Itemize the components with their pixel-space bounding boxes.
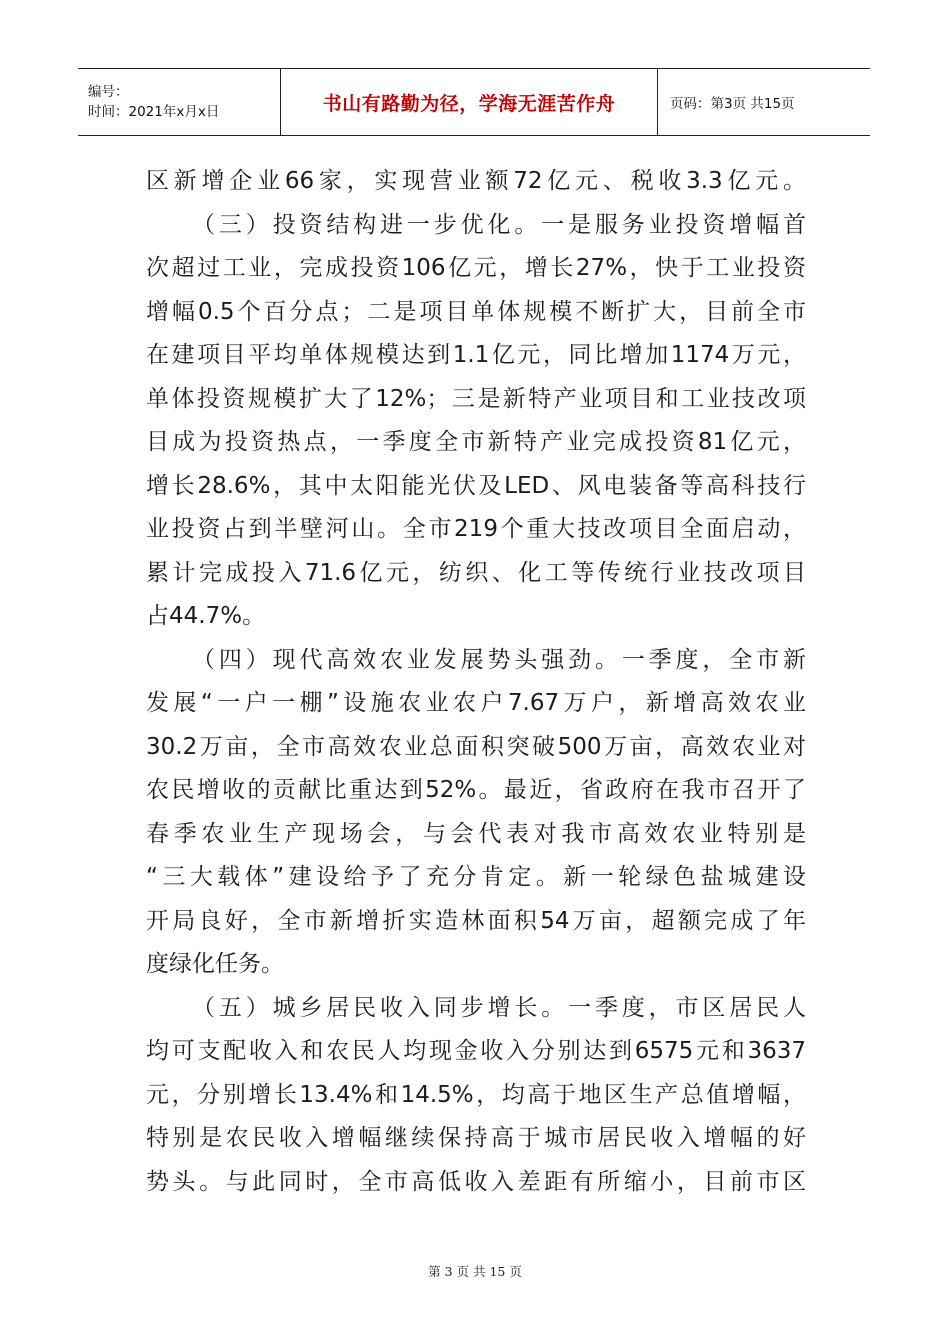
- body-line: 发展“一户一棚”设施农业农户7.67万户，新增高效农业: [146, 690, 806, 716]
- body-line: “三大载体”建设给予了充分肯定。新一轮绿色盐城建设: [146, 864, 806, 890]
- header-motto-cell: [281, 69, 658, 135]
- document-time-label: 时间：2021年x月x日: [88, 104, 220, 120]
- footer-page-number: 第 3 页 共 15 页: [428, 1264, 522, 1279]
- body-line: 区新增企业66家，实现营业额72亿元、税收3.3亿元。: [146, 168, 806, 194]
- body-line: 开局良好，全市新增折实造林面积54万亩，超额完成了年: [146, 907, 806, 934]
- body-line: 均可支配收入和农民人均现金收入分别达到6575元和3637: [146, 1038, 806, 1064]
- body-line: （三）投资结构进一步优化。一是服务业投资增幅首: [192, 211, 806, 238]
- document-body: [146, 160, 806, 1204]
- body-line: 30.2万亩，全市高效农业总面积突破500万亩，高效农业对: [146, 733, 806, 760]
- header-motto: 书山有路勤为径，学海无涯苦作舟: [322, 92, 616, 115]
- document-header: [78, 68, 870, 136]
- body-line: 目成为投资热点，一季度全市新特产业完成投资81亿元，: [146, 429, 806, 455]
- body-line: 在建项目平均单体规模达到1.1亿元，同比增加1174万元，: [146, 342, 806, 368]
- body-line: 特别是农民收入增幅继续保持高于城市居民收入增幅的好: [146, 1125, 806, 1151]
- body-line: 增幅0.5个百分点；二是项目单体规模不断扩大，目前全市: [146, 298, 806, 325]
- page-footer: [0, 1262, 950, 1280]
- body-line: 占44.7%。: [146, 603, 266, 629]
- body-line: 累计完成投入71.6亿元，纺织、化工等传统行业技改项目: [146, 559, 806, 586]
- body-line: 度绿化任务。: [146, 951, 284, 977]
- body-line: 单体投资规模扩大了12%；三是新特产业项目和工业技改项: [146, 385, 806, 412]
- document-number-label: 编号：: [88, 84, 129, 100]
- header-page-info: 页码：第3页 共15页: [670, 96, 795, 112]
- body-line: 农民增收的贡献比重达到52%。最近，省政府在我市召开了: [146, 777, 806, 803]
- body-line: 次超过工业，完成投资106亿元，增长27%，快于工业投资: [146, 255, 806, 281]
- body-line: 春季农业生产现场会，与会代表对我市高效农业特别是: [146, 820, 806, 847]
- body-line: 元，分别增长13.4%和14.5%，均高于地区生产总值增幅，: [146, 1081, 806, 1108]
- body-line: （五）城乡居民收入同步增长。一季度，市区居民人: [192, 994, 806, 1021]
- body-line: 势头。与此同时，全市高低收入差距有所缩小，目前市区: [146, 1168, 806, 1195]
- header-meta-cell: [78, 69, 281, 135]
- header-page-cell: [658, 69, 870, 135]
- body-line: 增长28.6%，其中太阳能光伏及LED、风电装备等高科技行: [146, 472, 806, 499]
- body-line: 业投资占到半壁河山。全市219个重大技改项目全面启动，: [146, 516, 806, 542]
- body-line: （四）现代高效农业发展势头强劲。一季度，全市新: [192, 646, 806, 673]
